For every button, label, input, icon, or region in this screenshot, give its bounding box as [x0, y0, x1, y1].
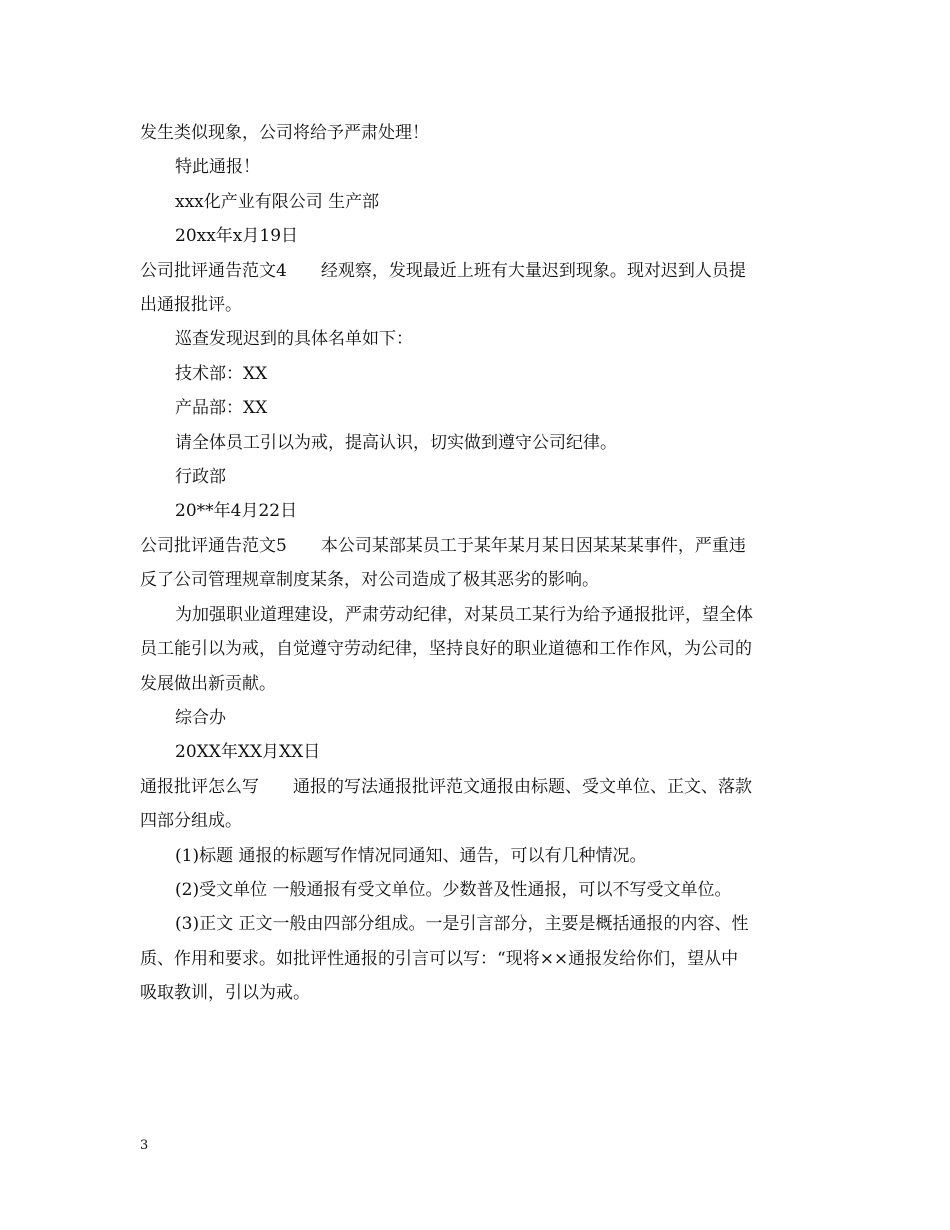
text-line: 吸取教训，引以为戒。: [140, 983, 310, 1004]
text-line: (1)标题 通报的标题写作情况同通知、通告，可以有几种情况。: [175, 845, 647, 866]
document-body: [140, 116, 812, 1011]
text-line: 员工能引以为戒，自觉遵守劳动纪律，坚持良好的职业道德和工作作风，为公司的: [140, 639, 752, 660]
text-line: 发生类似现象，公司将给予严肃处理！: [140, 123, 429, 143]
text-line: 为加强职业道理建设，严肃劳动纪律，对某员工某行为给予通报批评，望全体: [175, 604, 753, 625]
text-line: 公司批评通告范文4 经观察，发现最近上班有大量迟到现象。现对迟到人员提: [140, 260, 746, 281]
text-line: 行政部: [175, 467, 226, 488]
text-line: 巡查发现迟到的具体名单如下：: [175, 329, 413, 350]
text-line: 产品部：XX: [175, 398, 268, 419]
text-line: 四部分组成。: [140, 811, 242, 832]
text-line: 请全体员工引以为戒，提高认识，切实做到遵守公司纪律。: [175, 432, 617, 453]
text-line: 特此通报！: [175, 157, 260, 178]
text-line: 质、作用和要求。如批评性通报的引言可以写：“现将××通报发给你们，望从中: [140, 948, 739, 969]
text-line: 通报批评怎么写 通报的写法通报批评范文通报由标题、受文单位、正文、落款: [140, 776, 752, 797]
text-line: xxx化产业有限公司 生产部: [175, 191, 380, 212]
text-line: 反了公司管理规章制度某条，对公司造成了极其恶劣的影响。: [140, 570, 599, 591]
page-number: 3: [140, 1138, 149, 1153]
text-line: 20XX年XX月XX日: [175, 742, 321, 763]
text-line: 公司批评通告范文5 本公司某部某员工于某年某月某日因某某某事件，严重违: [140, 535, 746, 556]
text-line: 20**年4月22日: [175, 501, 298, 522]
text-line: 20xx年x月19日: [175, 226, 299, 247]
text-line: 技术部：XX: [175, 363, 268, 384]
text-line: 综合办: [175, 707, 226, 728]
text-line: 出通报批评。: [140, 295, 242, 316]
text-line: (3)正文 正文一般由四部分组成。一是引言部分，主要是概括通报的内容、性: [175, 914, 749, 935]
text-line: (2)受文单位 一般通报有受文单位。少数普及性通报，可以不写受文单位。: [175, 879, 732, 900]
text-line: 发展做出新贡献。: [140, 673, 276, 694]
